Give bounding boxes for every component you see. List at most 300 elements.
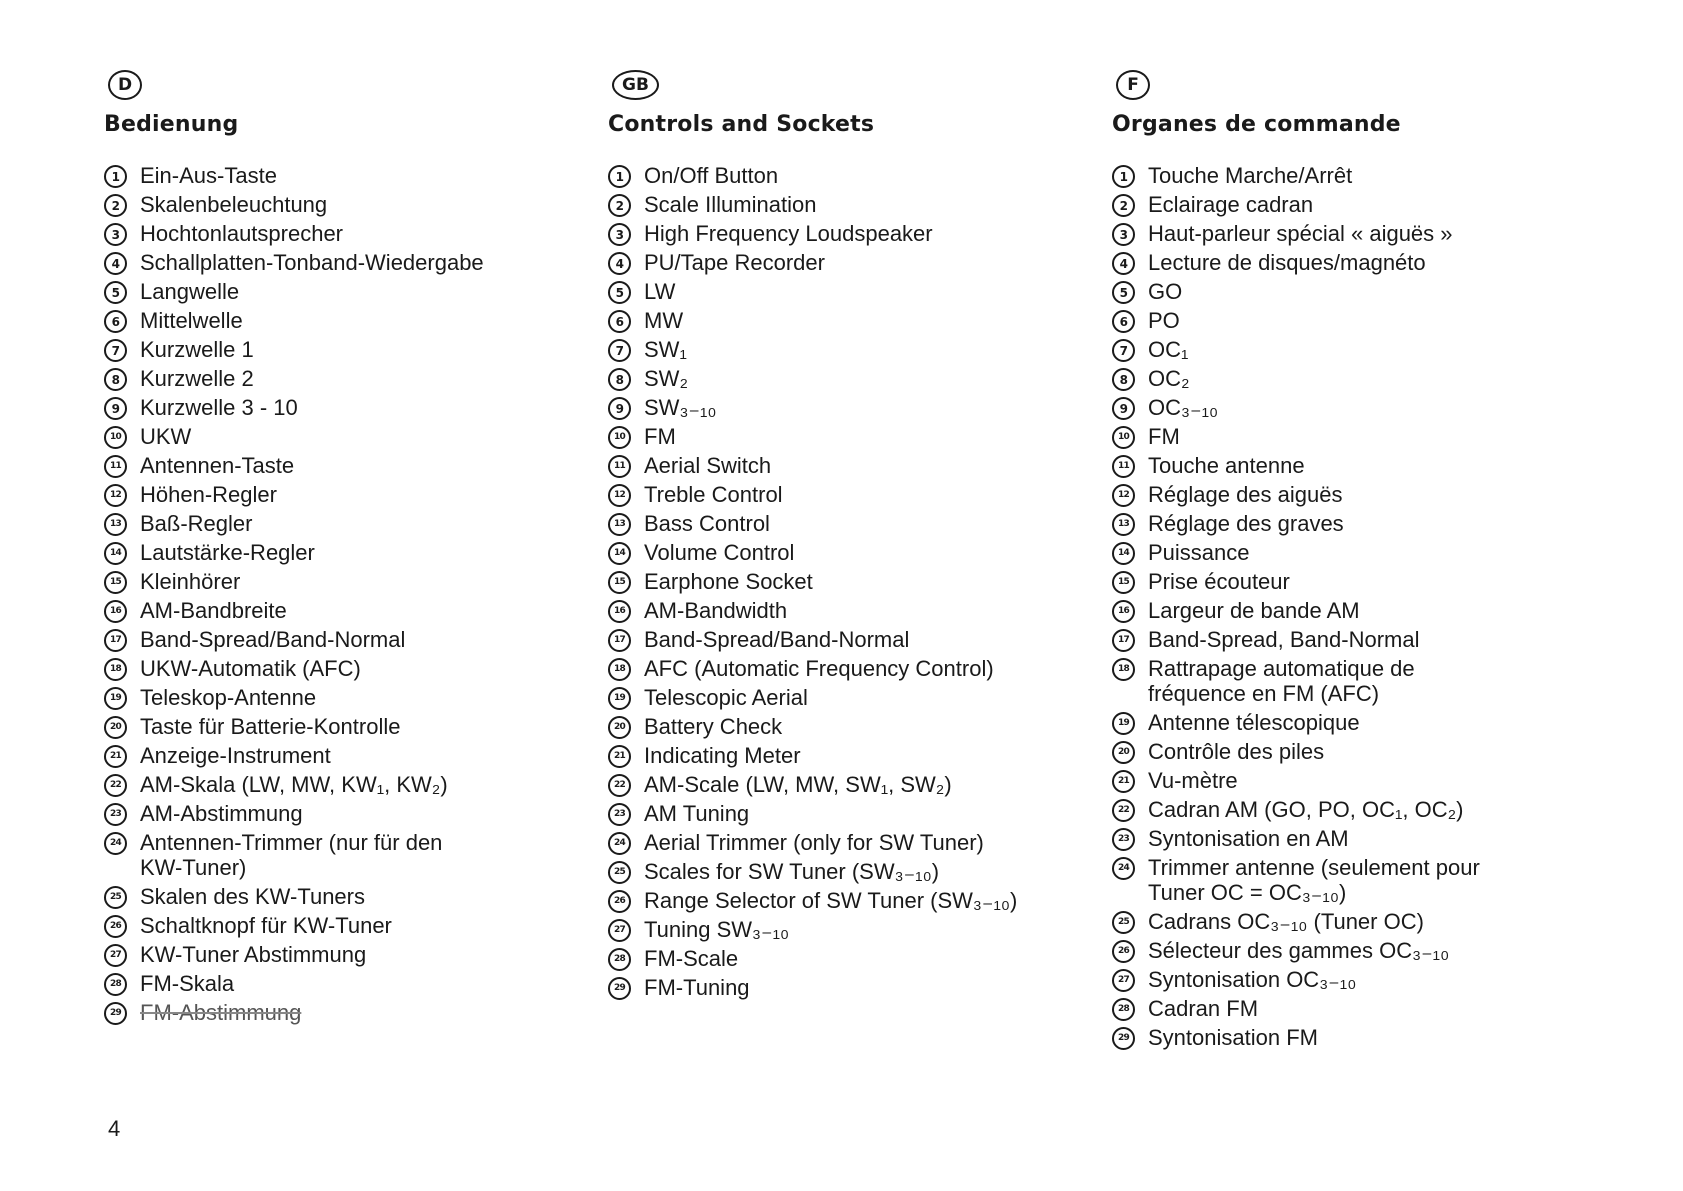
list-item [608,308,1078,333]
item-label: Kurzwelle 2 [140,366,254,391]
list-item [104,250,574,275]
column-german [104,70,574,1029]
circled-number: 23 [608,803,631,826]
list-item [608,569,1078,594]
item-label: AM-Skala (LW, MW, KW₁, KW₂) [140,772,448,797]
list-item [1112,221,1582,246]
item-label: Prise écouteur [1148,569,1290,594]
item-number [104,656,140,681]
circled-number: 19 [1112,712,1135,735]
item-label: AM-Scale (LW, MW, SW₁, SW₂) [644,772,952,797]
item-label: FM-Tuning [644,975,750,1000]
list-item [104,482,574,507]
item-number [608,366,644,391]
item-number [104,279,140,304]
list-item [608,279,1078,304]
item-number [608,482,644,507]
item-number [608,946,644,971]
item-number [104,424,140,449]
item-label: FM-Abstimmung [140,1000,302,1025]
item-number [608,424,644,449]
item-label: Contrôle des piles [1148,739,1325,764]
circled-number: 26 [104,915,127,938]
list-item [608,772,1078,797]
item-label: FM-Scale [644,946,739,971]
item-label: Syntonisation FM [1148,1025,1318,1050]
language-badge: D [108,70,142,100]
item-label: OC₃₋₁₀ [1148,395,1219,420]
list-item [1112,938,1582,963]
list-item [104,540,574,565]
item-number [608,569,644,594]
circled-number: 7 [104,339,127,362]
item-number [104,942,140,967]
circled-number: 8 [104,368,127,391]
item-number [104,913,140,938]
list-item [1112,909,1582,934]
list-item [608,366,1078,391]
item-number [608,685,644,710]
item-number [104,366,140,391]
circled-number: 12 [104,484,127,507]
list-item [104,627,574,652]
item-label: AM Tuning [644,801,750,826]
list-item [104,453,574,478]
list-item [104,971,574,996]
list-item [1112,279,1582,304]
circled-number: 3 [608,223,631,246]
item-label: Cadran AM (GO, PO, OC₁, OC₂) [1148,797,1464,822]
circled-number: 27 [1112,969,1135,992]
item-number [104,308,140,333]
circled-number: 29 [1112,1027,1135,1050]
section-title: Organes de commande [1112,112,1401,137]
circled-number: 10 [608,426,631,449]
item-label: Kurzwelle 1 [140,337,254,362]
item-label: Kleinhörer [140,569,241,594]
list-item [1112,511,1582,536]
item-label: Schallplatten-Tonband-Wiedergabe [140,250,484,275]
item-number [608,395,644,420]
item-number [104,482,140,507]
list-item [104,366,574,391]
circled-number: 4 [1112,252,1135,275]
circled-number: 1 [608,165,631,188]
item-number [104,830,140,855]
controls-list [104,163,574,1025]
circled-number: 15 [1112,571,1135,594]
circled-number: 24 [1112,857,1135,880]
item-label: Teleskop-Antenne [140,685,317,710]
list-item [608,685,1078,710]
column-french [1112,70,1582,1054]
item-label: High Frequency Loudspeaker [644,221,933,246]
item-number [104,337,140,362]
item-label: Schaltknopf für KW-Tuner [140,913,392,938]
item-number [608,511,644,536]
circled-number: 2 [1112,194,1135,217]
list-item [608,453,1078,478]
circled-number: 2 [608,194,631,217]
controls-list [608,163,1078,1000]
list-item [104,511,574,536]
item-number [1112,996,1148,1021]
item-number [104,1000,140,1025]
circled-number: 20 [104,716,127,739]
item-label: Syntonisation en AM [1148,826,1349,851]
circled-number: 19 [608,687,631,710]
item-number [608,830,644,855]
list-item [104,598,574,623]
circled-number: 9 [104,397,127,420]
item-number [104,743,140,768]
circled-number: 3 [1112,223,1135,246]
list-item [104,221,574,246]
list-item [1112,627,1582,652]
item-number [104,801,140,826]
circled-number: 13 [1112,513,1135,536]
list-item [608,250,1078,275]
item-number [1112,453,1148,478]
list-item [1112,337,1582,362]
circled-number: 29 [104,1002,127,1025]
circled-number: 25 [608,861,631,884]
circled-number: 20 [1112,741,1135,764]
list-item [1112,424,1582,449]
list-item [608,163,1078,188]
item-label: Band-Spread, Band-Normal [1148,627,1420,652]
circled-number: 18 [1112,658,1135,681]
circled-number: 15 [104,571,127,594]
list-item [1112,250,1582,275]
item-label: Haut-parleur spécial « aiguës » [1148,221,1453,246]
item-number [1112,540,1148,565]
item-number [104,714,140,739]
item-label: OC₂ [1148,366,1190,391]
list-item [1112,453,1582,478]
item-number [1112,337,1148,362]
item-label: FM [1148,424,1180,449]
circled-number: 7 [1112,339,1135,362]
item-number [608,192,644,217]
circled-number: 8 [608,368,631,391]
item-number [1112,656,1148,681]
list-item [1112,569,1582,594]
section-title: Bedienung [104,112,239,137]
circled-number: 3 [104,223,127,246]
circled-number: 22 [1112,799,1135,822]
item-label: Langwelle [140,279,240,304]
circled-number: 21 [1112,770,1135,793]
item-number [608,917,644,942]
circled-number: 16 [608,600,631,623]
circled-number: 25 [1112,911,1135,934]
page-number: 4 [108,1116,121,1141]
item-number [1112,366,1148,391]
circled-number: 4 [104,252,127,275]
list-item [104,714,574,739]
item-label: Tuning SW₃₋₁₀ [644,917,790,942]
list-item [104,942,574,967]
circled-number: 5 [104,281,127,304]
list-item [608,627,1078,652]
list-item [104,163,574,188]
item-label: Höhen-Regler [140,482,277,507]
item-number [104,569,140,594]
item-number [1112,395,1148,420]
item-number [104,627,140,652]
item-label: On/Off Button [644,163,779,188]
circled-number: 26 [608,890,631,913]
item-label: Vu-mètre [1148,768,1238,793]
list-item [104,656,574,681]
circled-number: 29 [608,977,631,1000]
item-label: Scales for SW Tuner (SW₃₋₁₀) [644,859,940,884]
item-label: Lautstärke-Regler [140,540,315,565]
item-label: Cadrans OC₃₋₁₀ (Tuner OC) [1148,909,1424,934]
circled-number: 12 [1112,484,1135,507]
list-item [1112,482,1582,507]
circled-number: 25 [104,886,127,909]
item-label: MW [644,308,684,333]
circled-number: 6 [608,310,631,333]
list-item [104,1000,574,1025]
item-label: Scale Illumination [644,192,817,217]
language-badge: F [1116,70,1150,100]
item-label: Baß-Regler [140,511,253,536]
item-number [1112,739,1148,764]
item-number [1112,826,1148,851]
language-badge: GB [612,70,659,100]
item-number [1112,482,1148,507]
item-number [1112,1025,1148,1050]
item-label: Telescopic Aerial [644,685,808,710]
item-label: AM-Bandwidth [644,598,788,623]
list-item [1112,163,1582,188]
list-item [104,279,574,304]
list-item [104,884,574,909]
list-item [1112,395,1582,420]
item-number [1112,909,1148,934]
item-label: FM-Skala [140,971,235,996]
list-item [104,743,574,768]
item-label: AM-Bandbreite [140,598,287,623]
item-label: UKW-Automatik (AFC) [140,656,361,681]
item-number [608,598,644,623]
circled-number: 5 [1112,281,1135,304]
item-number [104,453,140,478]
item-label: Touche antenne [1148,453,1305,478]
item-number [1112,938,1148,963]
circled-number: 18 [608,658,631,681]
circled-number: 4 [608,252,631,275]
item-label: SW₃₋₁₀ [644,395,717,420]
item-label: Volume Control [644,540,795,565]
list-item [1112,710,1582,735]
item-label: Range Selector of SW Tuner (SW₃₋₁₀) [644,888,1018,913]
list-item [1112,768,1582,793]
item-label: Antenne télescopique [1148,710,1360,735]
section-title: Controls and Sockets [608,112,875,137]
list-item [608,801,1078,826]
item-number [104,884,140,909]
circled-number: 27 [104,944,127,967]
item-label: Anzeige-Instrument [140,743,331,768]
item-label: Taste für Batterie-Kontrolle [140,714,401,739]
circled-number: 10 [104,426,127,449]
circled-number: 20 [608,716,631,739]
list-item [1112,656,1582,706]
list-item [608,859,1078,884]
item-label: SW₁ [644,337,687,362]
item-label: Band-Spread/Band-Normal [140,627,406,652]
list-item [608,598,1078,623]
item-number [1112,855,1148,880]
circled-number: 12 [608,484,631,507]
list-item [1112,855,1582,905]
item-number [608,656,644,681]
item-number [1112,797,1148,822]
item-label: Ein-Aus-Taste [140,163,277,188]
circled-number: 17 [1112,629,1135,652]
circled-number: 1 [104,165,127,188]
item-label: Eclairage cadran [1148,192,1314,217]
item-number [1112,569,1148,594]
item-label: FM [644,424,676,449]
item-label: LW [644,279,676,304]
list-item [1112,366,1582,391]
item-number [608,250,644,275]
list-item [104,772,574,797]
item-label: Antennen-Trimmer (nur für den KW-Tuner) [140,830,443,880]
item-label: AM-Abstimmung [140,801,303,826]
item-number [104,685,140,710]
item-label: SW₂ [644,366,688,391]
circled-number: 17 [608,629,631,652]
item-label: Hochtonlautsprecher [140,221,344,246]
list-item [104,913,574,938]
list-item [608,511,1078,536]
item-number [1112,308,1148,333]
circled-number: 23 [1112,828,1135,851]
circled-number: 13 [104,513,127,536]
item-label: GO [1148,279,1183,304]
item-label: Syntonisation OC₃₋₁₀ [1148,967,1357,992]
circled-number: 14 [1112,542,1135,565]
circled-number: 28 [608,948,631,971]
list-item [104,801,574,826]
item-label: Kurzwelle 3 - 10 [140,395,298,420]
item-label: UKW [140,424,192,449]
circled-number: 16 [104,600,127,623]
circled-number: 14 [608,542,631,565]
circled-number: 2 [104,194,127,217]
item-number [1112,598,1148,623]
circled-number: 22 [104,774,127,797]
circled-number: 7 [608,339,631,362]
list-item [608,917,1078,942]
circled-number: 24 [104,832,127,855]
circled-number: 27 [608,919,631,942]
item-number [1112,768,1148,793]
controls-list [1112,163,1582,1050]
list-item [1112,540,1582,565]
item-number [1112,279,1148,304]
item-label: Cadran FM [1148,996,1259,1021]
item-label: Skalenbeleuchtung [140,192,328,217]
item-label: Skalen des KW-Tuners [140,884,365,909]
item-number [104,192,140,217]
item-number [104,540,140,565]
item-number [104,772,140,797]
item-number [104,395,140,420]
circled-number: 14 [104,542,127,565]
item-number [1112,163,1148,188]
item-label: Earphone Socket [644,569,813,594]
item-number [1112,967,1148,992]
item-label: KW-Tuner Abstimmung [140,942,367,967]
circled-number: 28 [104,973,127,996]
item-label: Lecture de disques/magnéto [1148,250,1426,275]
item-number [104,511,140,536]
item-number [608,279,644,304]
list-item [608,337,1078,362]
circled-number: 11 [608,455,631,478]
circled-number: 21 [608,745,631,768]
list-item [104,424,574,449]
item-number [608,540,644,565]
item-label: AFC (Automatic Frequency Control) [644,656,994,681]
item-number [104,598,140,623]
list-item [608,395,1078,420]
list-item [608,714,1078,739]
item-number [104,971,140,996]
circled-number: 23 [104,803,127,826]
list-item [104,569,574,594]
item-number [608,453,644,478]
item-number [1112,511,1148,536]
item-number [608,859,644,884]
list-item [608,192,1078,217]
item-number [1112,221,1148,246]
circled-number: 1 [1112,165,1135,188]
circled-number: 17 [104,629,127,652]
item-label: Touche Marche/Arrêt [1148,163,1353,188]
item-label: Puissance [1148,540,1250,565]
item-label: PO [1148,308,1180,333]
list-item [608,975,1078,1000]
circled-number: 10 [1112,426,1135,449]
item-number [608,743,644,768]
list-item [104,395,574,420]
list-item [608,830,1078,855]
column-english [608,70,1078,1004]
circled-number: 22 [608,774,631,797]
item-label: Treble Control [644,482,783,507]
circled-number: 9 [1112,397,1135,420]
list-item [608,221,1078,246]
circled-number: 6 [104,310,127,333]
list-item [608,482,1078,507]
item-number [1112,250,1148,275]
list-item [1112,826,1582,851]
item-label: Réglage des aiguës [1148,482,1343,507]
item-label: Battery Check [644,714,783,739]
item-label: Réglage des graves [1148,511,1344,536]
circled-number: 28 [1112,998,1135,1021]
item-number [608,975,644,1000]
item-number [608,888,644,913]
